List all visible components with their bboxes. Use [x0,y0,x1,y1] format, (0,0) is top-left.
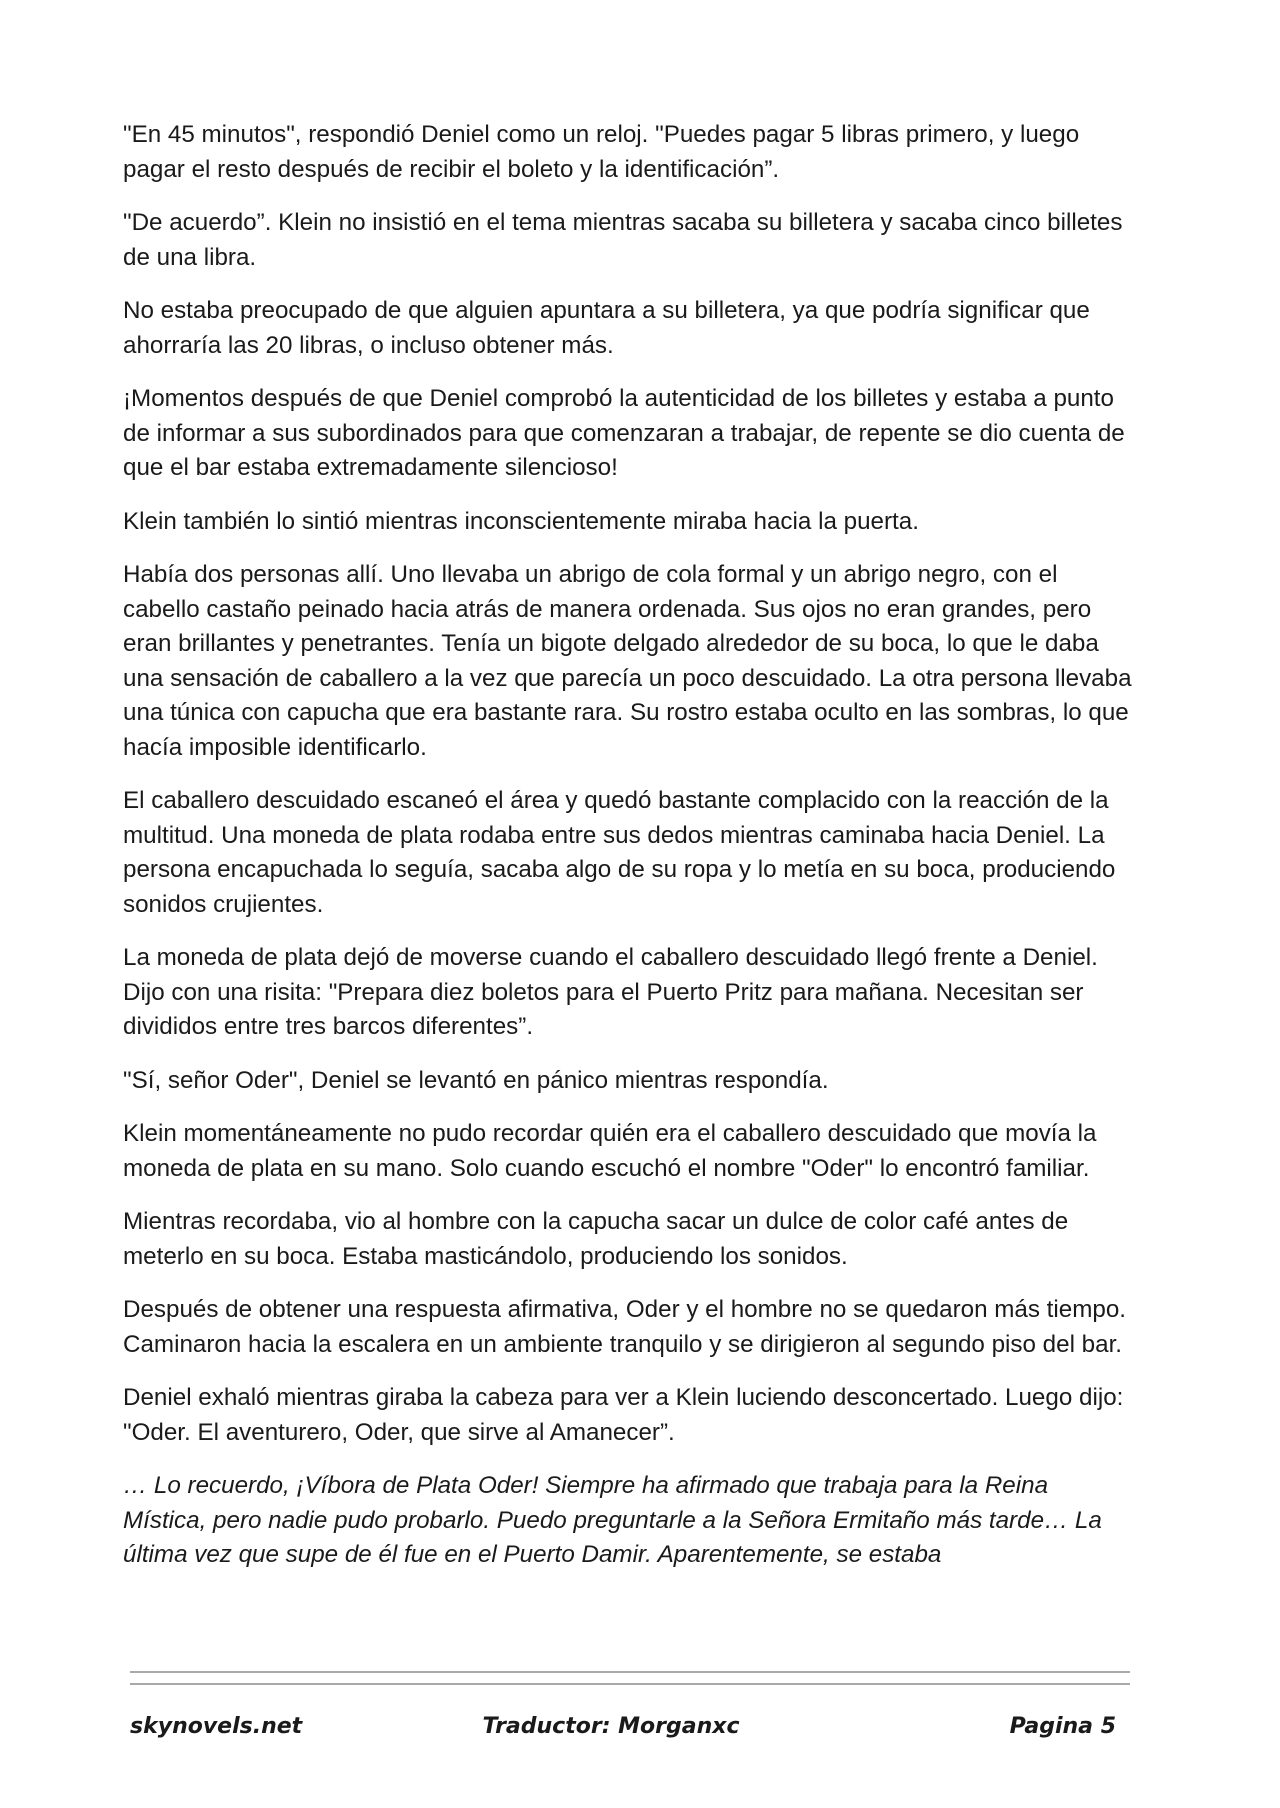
paragraph: "En 45 minutos", respondió Deniel como un reloj. "Puedes pagar 5 libras primero, y luego pagar el resto después de recibir el boleto y la identificación”. [123,121,1080,183]
footer-translator: Traductor: Morganxc [482,1714,740,1739]
paragraph: Deniel exhaló mientras giraba la cabeza para ver a Klein luciendo desconcertado. Luego dijo: "Oder. El aventurero, Oder, que sirve al Amanecer”. [123,1384,1124,1446]
italic-paragraph: … Lo recuerdo, ¡Víbora de Plata Oder! Siempre ha afirmado que trabaja para la Reina Mística, pero nadie pudo probarlo. Puedo preguntarle a la Señora Ermitaño más tarde… La última vez que supe de él fue en el Puerto Damir. Aparentemente, se estaba [123,1472,1102,1568]
chapter-text [123,118,1133,1573]
paragraph: ¡Momentos después de que Deniel comprobó la autenticidad de los billetes y estaba a punto de informar a sus subordinados para que comenzaran a trabajar, de repente se dio cuenta de que el bar estaba extremadamente silencioso! [123,385,1125,481]
paragraph: No estaba preocupado de que alguien apuntara a su billetera, ya que podría significar que ahorraría las 20 libras, o incluso obtener más. [123,297,1090,359]
footer-page-number: Pagina 5 [1009,1714,1116,1739]
paragraph: "Sí, señor Oder", Deniel se levantó en pánico mientras respondía. [123,1066,829,1094]
paragraph: El caballero descuidado escaneó el área y quedó bastante complacido con la reacción de la multitud. Una moneda de plata rodaba entre sus dedos mientras caminaba hacia Deniel. La persona encapuchada lo seguía, sacaba algo de su ropa y lo metía en su boca, produciendo sonidos crujientes. [123,787,1116,918]
paragraph: "De acuerdo”. Klein no insistió en el tema mientras sacaba su billetera y sacaba cinco billetes de una libra. [123,209,1123,271]
footer-divider-bottom [130,1683,1130,1685]
paragraph: Mientras recordaba, vio al hombre con la capucha sacar un dulce de color café antes de meterlo en su boca. Estaba masticándolo, produciendo los sonidos. [123,1208,1069,1270]
paragraph: Después de obtener una respuesta afirmativa, Oder y el hombre no se quedaron más tiempo. Caminaron hacia la escalera en un ambiente tranquilo y se dirigieron al segundo piso del bar. [123,1296,1127,1358]
paragraph: Había dos personas allí. Uno llevaba un abrigo de cola formal y un abrigo negro, con el cabello castaño peinado hacia atrás de manera ordenada. Sus ojos no eran grandes, pero eran brillantes y penetrantes. Tenía un bigote delgado alrededor de su boca, lo que le daba una sensación de caballero a la vez que parecía un poco descuidado. La otra persona llevaba una túnica con capucha que era bastante rara. Su rostro estaba oculto en las sombras, lo que hacía imposible identificarlo. [123,561,1132,761]
paragraph: Klein momentáneamente no pudo recordar quién era el caballero descuidado que movía la moneda de plata en su mano. Solo cuando escuchó el nombre "Oder" lo encontró familiar. [123,1120,1097,1182]
footer-divider-top [130,1671,1130,1673]
footer-site: skynovels.net [130,1714,303,1739]
paragraph: Klein también lo sintió mientras inconscientemente miraba hacia la puerta. [123,507,919,535]
paragraph: La moneda de plata dejó de moverse cuando el caballero descuidado llegó frente a Deniel. Dijo con una risita: "Prepara diez boletos para el Puerto Pritz para mañana. Necesitan ser divididos entre tres barcos diferentes”. [123,944,1098,1040]
